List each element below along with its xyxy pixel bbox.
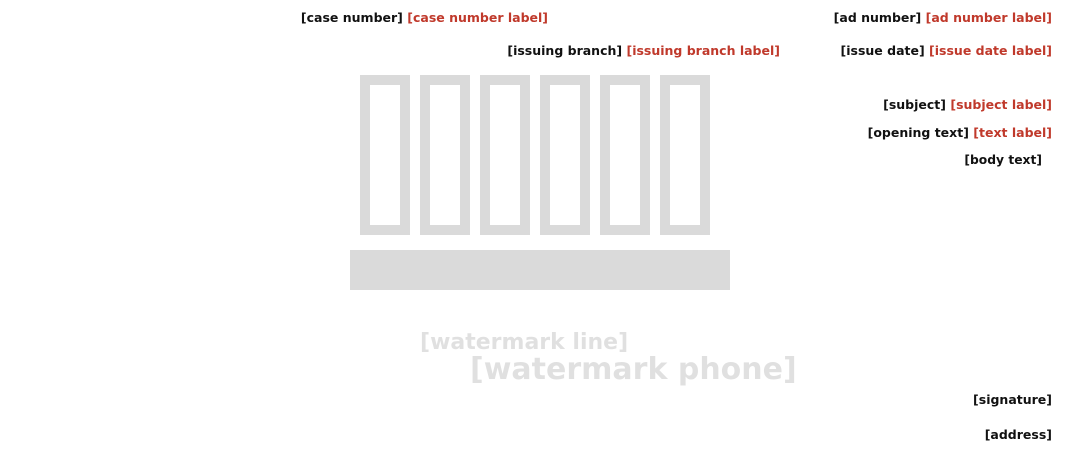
issue-date-label: [issue date label] xyxy=(929,43,1052,58)
watermark-phone: [watermark phone] xyxy=(470,352,797,387)
notice-body: [body text] xyxy=(964,153,1042,167)
subject-label: [subject label] xyxy=(950,97,1052,112)
text-opening: [opening text] xyxy=(867,125,969,140)
issuing-branch-label: [issuing branch label] xyxy=(626,43,780,58)
text-heading xyxy=(868,125,1052,140)
ad-number-value: [ad number] xyxy=(833,10,922,25)
issue-date xyxy=(841,43,1052,58)
issuing-branch xyxy=(507,43,780,58)
address: [address] xyxy=(984,427,1052,442)
case-number xyxy=(301,10,548,25)
text-label: [text label] xyxy=(973,125,1052,140)
watermark-line: [watermark line] xyxy=(420,330,629,355)
issuing-branch-value: [issuing branch] xyxy=(507,43,623,58)
case-number-label: [case number label] xyxy=(407,10,548,25)
subject xyxy=(883,97,1052,112)
issue-date-value: [issue date] xyxy=(840,43,925,58)
signature: [signature] xyxy=(973,392,1052,407)
ad-number-label: [ad number label] xyxy=(925,10,1052,25)
ad-number xyxy=(834,10,1052,25)
subject-value: [subject] xyxy=(883,97,946,112)
case-number-value: [case number] xyxy=(300,10,403,25)
